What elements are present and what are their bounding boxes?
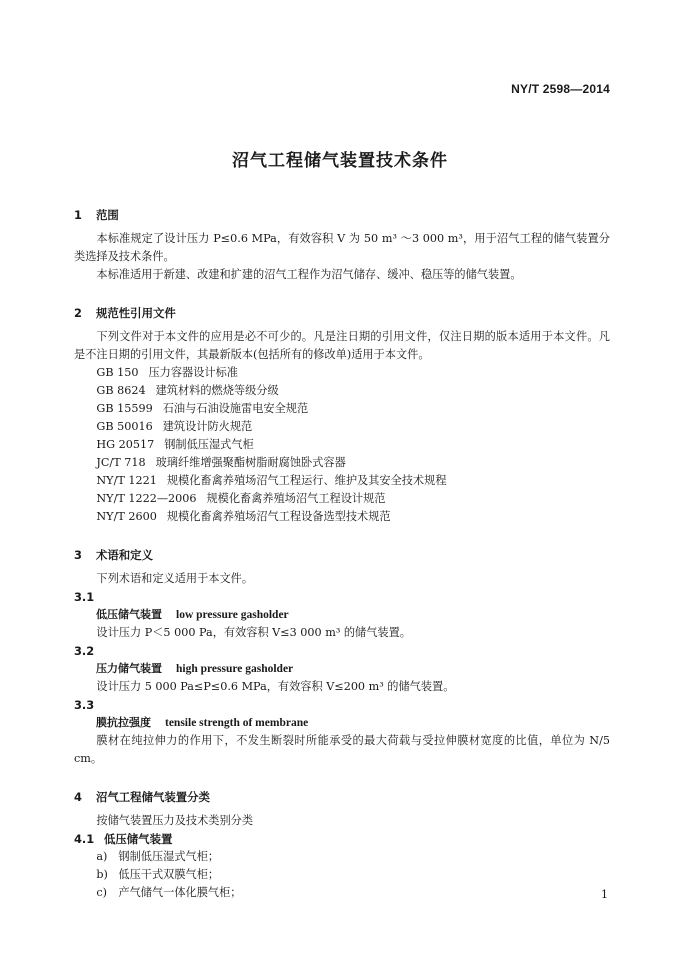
reference-item: GB 50016 建筑设计防火规范	[96, 420, 253, 433]
term-number: 3.1	[74, 590, 95, 604]
subsection-heading-4-1: 4.1 低压储气装置	[74, 832, 173, 846]
document-body	[74, 196, 610, 902]
standard-number: NY/T 2598—2014	[511, 82, 610, 96]
paragraph: 下列文件对于本文件的应用是必不可少的。凡是注日期的引用文件，仅注日期的版本适用于本文件。凡是不注日期的引用文件，其最新版本(包括所有的修改单)适用于本文件。	[74, 330, 610, 361]
reference-item: JC/T 718 玻璃纤维增强聚酯树脂耐腐蚀卧式容器	[96, 456, 346, 469]
section-heading-3: 3 术语和定义	[74, 548, 153, 562]
paragraph: 本标准适用于新建、改建和扩建的沼气工程作为沼气储存、缓冲、稳压等的储气装置。	[96, 268, 522, 281]
page-title: 沼气工程储气装置技术条件	[232, 151, 448, 171]
term-definition: 设计压力 P＜5 000 Pa，有效容积 V≤3 000 m³ 的储气装置。	[96, 626, 411, 639]
paragraph: 下列术语和定义适用于本文件。	[96, 572, 254, 585]
term-definition: 膜材在纯拉伸力的作用下，不发生断裂时所能承受的最大荷载与受拉伸膜材宽度的比值，单位为 N/5 cm。	[74, 734, 610, 765]
reference-item: NY/T 1221 规模化畜禽养殖场沼气工程运行、维护及其安全技术规程	[96, 474, 447, 487]
term-heading: 低压储气装置 low pressure gasholder	[96, 608, 289, 621]
section-heading-2: 2 规范性引用文件	[74, 306, 176, 320]
reference-item: HG 20517 钢制低压湿式气柜	[96, 438, 254, 451]
page-number: 1	[601, 888, 608, 901]
paragraph: 本标准规定了设计压力 P≤0.6 MPa，有效容积 V 为 50 m³ ～3 000 m³，用于沼气工程的储气装置分类选择及技术条件。	[74, 232, 610, 263]
section-heading-4: 4 沼气工程储气装置分类	[74, 790, 210, 804]
reference-item: NY/T 1222—2006 规模化畜禽养殖场沼气工程设计规范	[96, 492, 386, 505]
list-item: a) 钢制低压湿式气柜；	[96, 850, 220, 863]
section-heading-1: 1 范围	[74, 208, 119, 222]
term-heading: 压力储气装置 high pressure gasholder	[96, 662, 294, 675]
list-item: b) 低压干式双膜气柜；	[96, 868, 220, 881]
reference-item: NY/T 2600 规模化畜禽养殖场沼气工程设备选型技术规范	[96, 510, 391, 523]
term-number: 3.2	[74, 644, 95, 658]
reference-item: GB 8624 建筑材料的燃烧等级分级	[96, 384, 279, 397]
term-number: 3.3	[74, 698, 95, 712]
reference-item: GB 150 压力容器设计标准	[96, 366, 238, 379]
term-definition: 设计压力 5 000 Pa≤P≤0.6 MPa，有效容积 V≤200 m³ 的储气装置。	[96, 680, 455, 693]
reference-item: GB 15599 石油与石油设施雷电安全规范	[96, 402, 309, 415]
paragraph: 按储气装置压力及技术类别分类	[96, 814, 254, 827]
list-item: c) 产气储气一体化膜气柜；	[96, 886, 242, 899]
term-heading: 膜抗拉强度 tensile strength of membrane	[96, 716, 309, 729]
